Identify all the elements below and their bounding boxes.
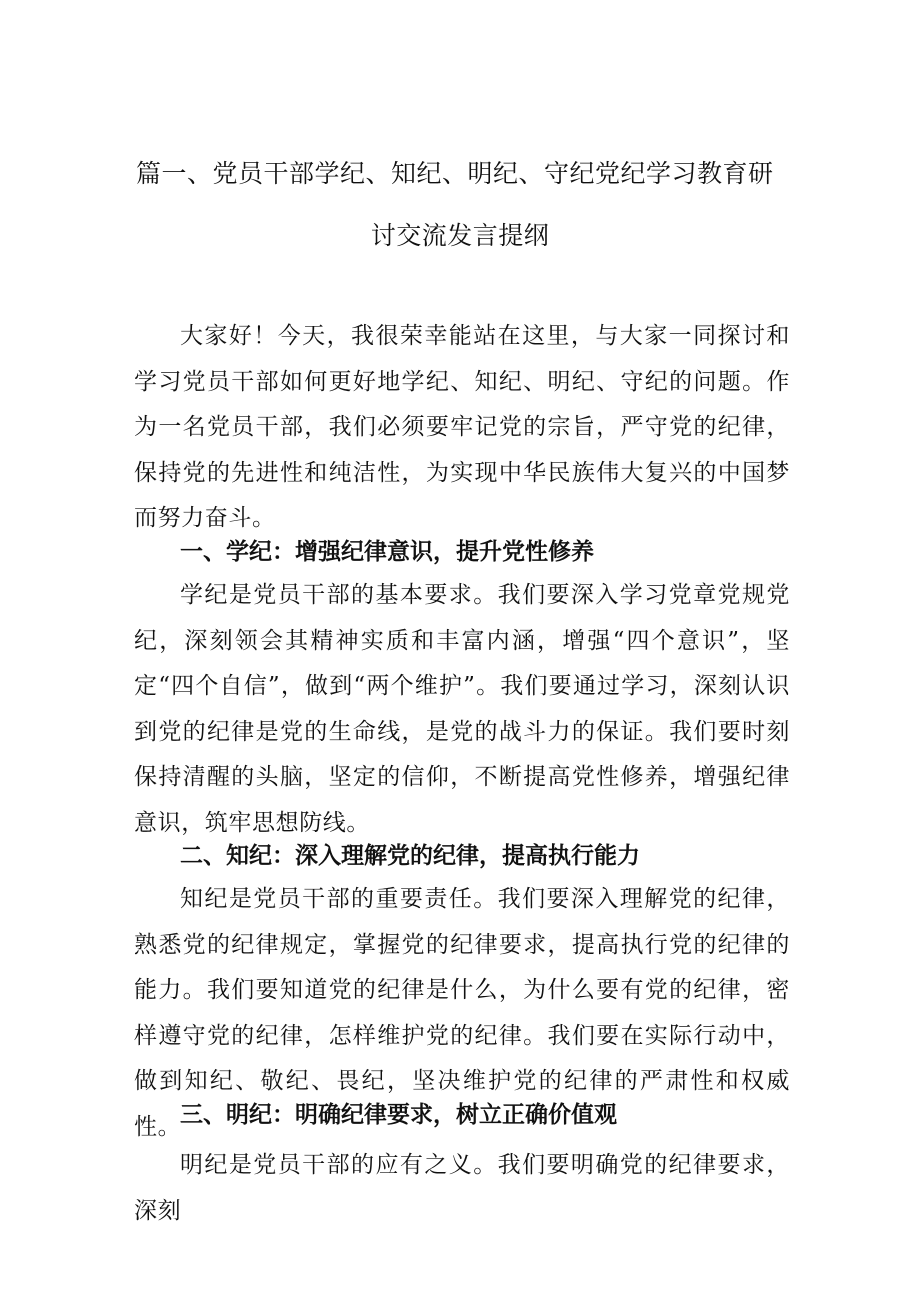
section-heading-2: 二、知纪：深入理解党的纪律，提高执行能力	[180, 843, 640, 869]
section-paragraph-3: 明纪是党员干部的应有之义。我们要明确党的纪律要求，深刻	[134, 1152, 790, 1224]
intro-paragraph: 大家好！今天，我很荣幸能站在这里，与大家一同探讨和学习党员干部如何更好地学纪、知纪、明纪、守纪的问题。作为一名党员干部，我们必须要牢记党的宗旨，严守党的纪律，保持党的先进性和纯洁性，为实现中华民族伟大复兴的中国梦而努力奋斗。	[134, 323, 790, 531]
section-heading-3: 三、明纪：明确纪律要求，树立正确价值观	[180, 1102, 617, 1128]
section-heading-1: 一、学纪：增强纪律意识，提升党性修养	[180, 539, 594, 565]
section-paragraph-1: 学纪是党员干部的基本要求。我们要深入学习党章党规党纪，深刻领会其精神实质和丰富内涵，增强“四个意识”，坚定“四个自信”，做到“两个维护”。我们要通过学习，深刻认识到党的纪律是党的生命线，是党的战斗力的保证。我们要时刻保持清醒的头脑，坚定的信仰，不断提高党性修养，增强纪律意识，筑牢思想防线。	[134, 582, 790, 836]
document-title-line-1: 篇一、党员干部学纪、知纪、明纪、守纪党纪学习教育研	[136, 159, 774, 188]
section-paragraph-2: 知纪是党员干部的重要责任。我们要深入理解党的纪律，熟悉党的纪律规定，掌握党的纪律要求，提高执行党的纪律的能力。我们要知道党的纪律是什么，为什么要有党的纪律，密样遵守党的纪律，怎样维护党的纪律。我们要在实际行动中，做到知纪、敬纪、畏纪，坚决维护党的纪律的严肃性和权威性。	[134, 886, 790, 1140]
document-title-line-2: 讨交流发言提纲	[370, 221, 550, 250]
